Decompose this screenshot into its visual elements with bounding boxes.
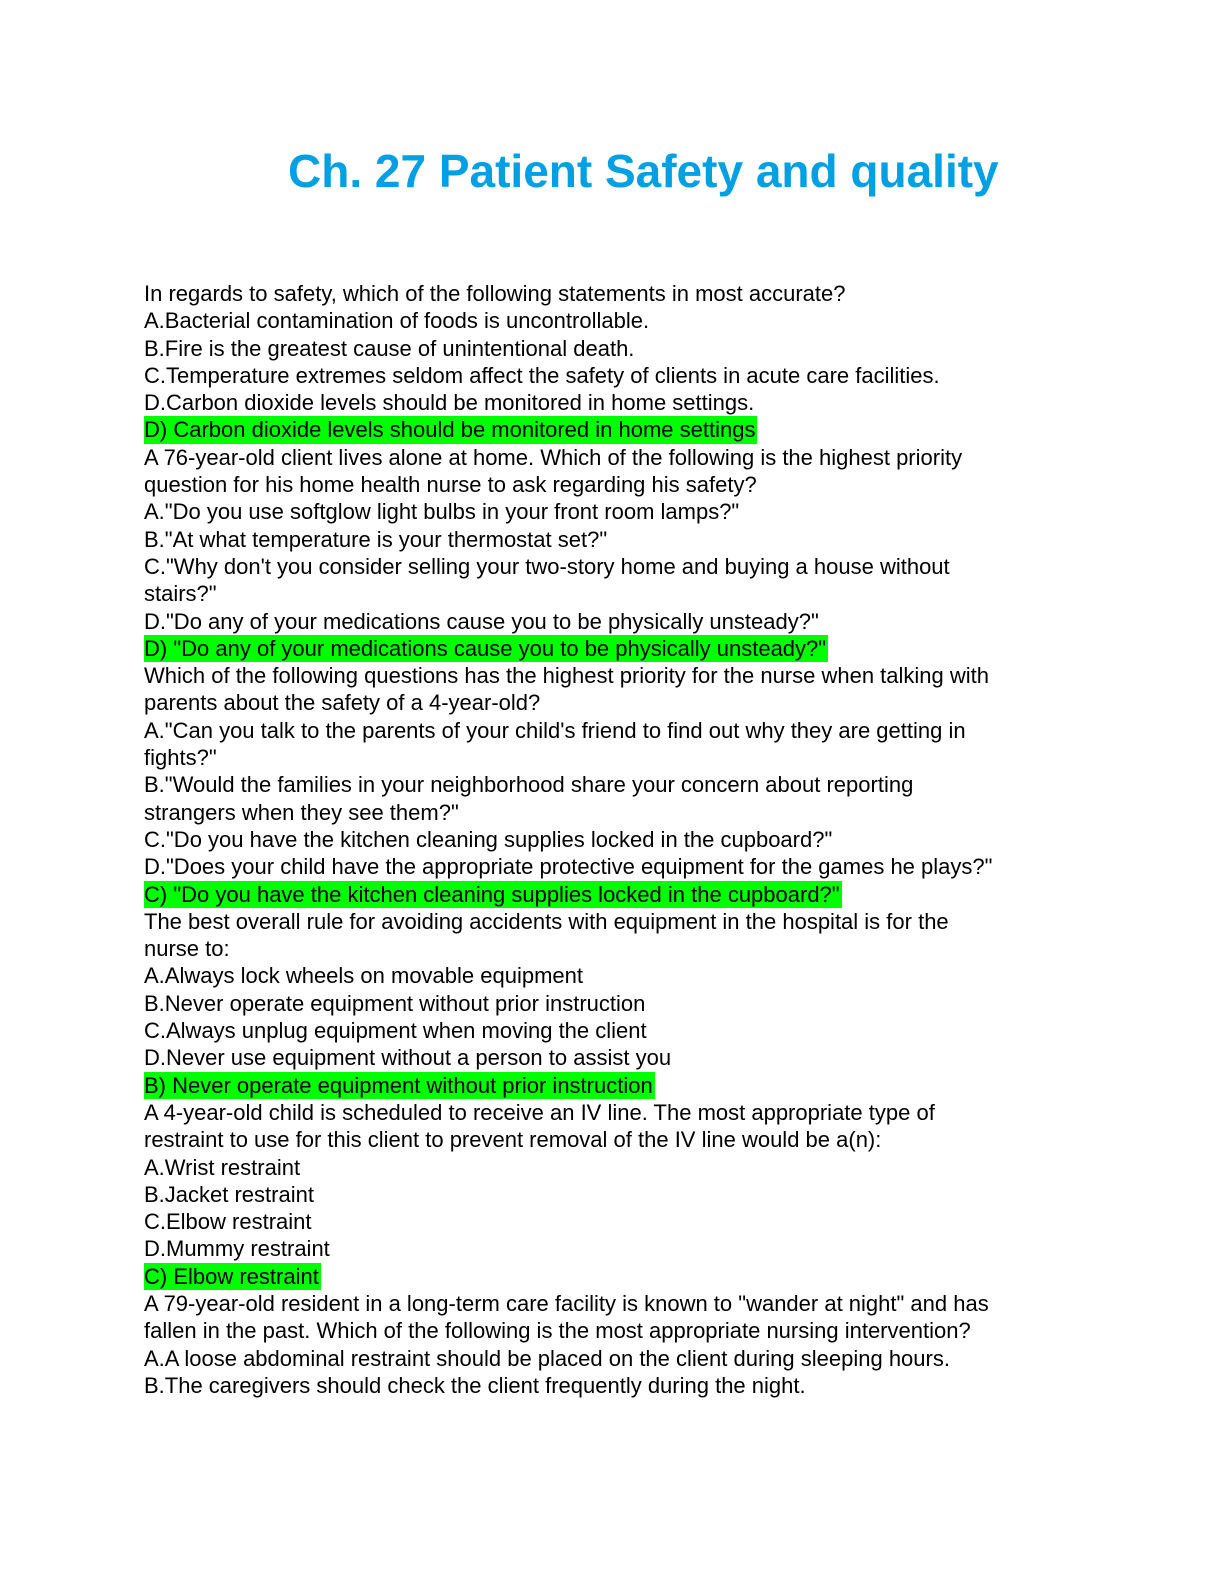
option-line: B.Never operate equipment without prior instruction bbox=[144, 990, 646, 1016]
answer-line bbox=[144, 1263, 1074, 1290]
option-line: A."Can you talk to the parents of your child's friend to find out why they are getting in bbox=[144, 717, 966, 743]
option-line: stairs?" bbox=[144, 581, 217, 607]
option-line: A.A loose abdominal restraint should be placed on the client during sleeping hours. bbox=[144, 1345, 950, 1371]
option-line: A.Always lock wheels on movable equipment bbox=[144, 963, 584, 989]
question-line: A 4-year-old child is scheduled to receive an IV line. The most appropriate type of bbox=[144, 1099, 935, 1125]
option-line: strangers when they see them?" bbox=[144, 799, 459, 825]
option-line: D.Never use equipment without a person to assist you bbox=[144, 1045, 672, 1071]
option-line: C."Why don't you consider selling your two-story home and buying a house without bbox=[144, 553, 950, 579]
answer-line bbox=[144, 881, 1074, 908]
option-line: C.Elbow restraint bbox=[144, 1209, 312, 1235]
option-line: D."Do any of your medications cause you to be physically unsteady?" bbox=[144, 608, 819, 634]
question-line: In regards to safety, which of the following statements in most accurate? bbox=[144, 281, 846, 306]
page-title: Ch. 27 Patient Safety and quality bbox=[288, 145, 999, 197]
option-line: B."Would the families in your neighborhood share your concern about reporting bbox=[144, 772, 914, 798]
question-line: Which of the following questions has the highest priority for the nurse when talking with bbox=[144, 663, 990, 689]
highlighted-answer: C) Elbow restraint bbox=[144, 1263, 319, 1289]
highlighted-answer: D) Carbon dioxide levels should be monitored in home settings bbox=[144, 417, 756, 443]
option-line: C."Do you have the kitchen cleaning supplies locked in the cupboard?" bbox=[144, 826, 833, 852]
option-line: D.Mummy restraint bbox=[144, 1236, 330, 1262]
answer-line bbox=[144, 416, 1074, 443]
highlighted-answer: B) Never operate equipment without prior instruction bbox=[144, 1072, 653, 1098]
option-line: C.Always unplug equipment when moving the client bbox=[144, 1018, 647, 1044]
question-list bbox=[144, 280, 1074, 1399]
answer-line bbox=[144, 1072, 1074, 1099]
question-line: restraint to use for this client to prevent removal of the IV line would be a(n): bbox=[144, 1127, 882, 1153]
option-line: A.Wrist restraint bbox=[144, 1154, 301, 1180]
question-line: The best overall rule for avoiding accidents with equipment in the hospital is for the bbox=[144, 908, 949, 934]
option-line: D.Carbon dioxide levels should be monitored in home settings. bbox=[144, 390, 755, 416]
option-line: A."Do you use softglow light bulbs in your front room lamps?" bbox=[144, 499, 740, 525]
option-line: B.The caregivers should check the client frequently during the night. bbox=[144, 1372, 806, 1398]
question-line: question for his home health nurse to ask regarding his safety? bbox=[144, 472, 757, 498]
highlighted-answer: D) "Do any of your medications cause you to be physically unsteady?" bbox=[144, 635, 827, 661]
option-line: fights?" bbox=[144, 745, 217, 771]
question-line: A 76-year-old client lives alone at home. Which of the following is the highest priority bbox=[144, 444, 963, 470]
option-line: B."At what temperature is your thermostat set?" bbox=[144, 526, 608, 552]
highlighted-answer: C) "Do you have the kitchen cleaning supplies locked in the cupboard?" bbox=[144, 881, 840, 907]
option-line: A.Bacterial contamination of foods is uncontrollable. bbox=[144, 308, 650, 334]
option-line: D."Does your child have the appropriate protective equipment for the games he plays?" bbox=[144, 854, 993, 880]
question-line: A 79-year-old resident in a long-term care facility is known to "wander at night" and has bbox=[144, 1290, 989, 1316]
answer-line bbox=[144, 635, 1074, 662]
option-line: C.Temperature extremes seldom affect the safety of clients in acute care facilities. bbox=[144, 362, 940, 388]
option-line: B.Jacket restraint bbox=[144, 1181, 314, 1207]
question-line: fallen in the past. Which of the following is the most appropriate nursing intervention? bbox=[144, 1318, 971, 1344]
question-line: nurse to: bbox=[144, 936, 230, 962]
option-line: B.Fire is the greatest cause of unintentional death. bbox=[144, 335, 635, 361]
question-line: parents about the safety of a 4-year-old? bbox=[144, 690, 541, 716]
